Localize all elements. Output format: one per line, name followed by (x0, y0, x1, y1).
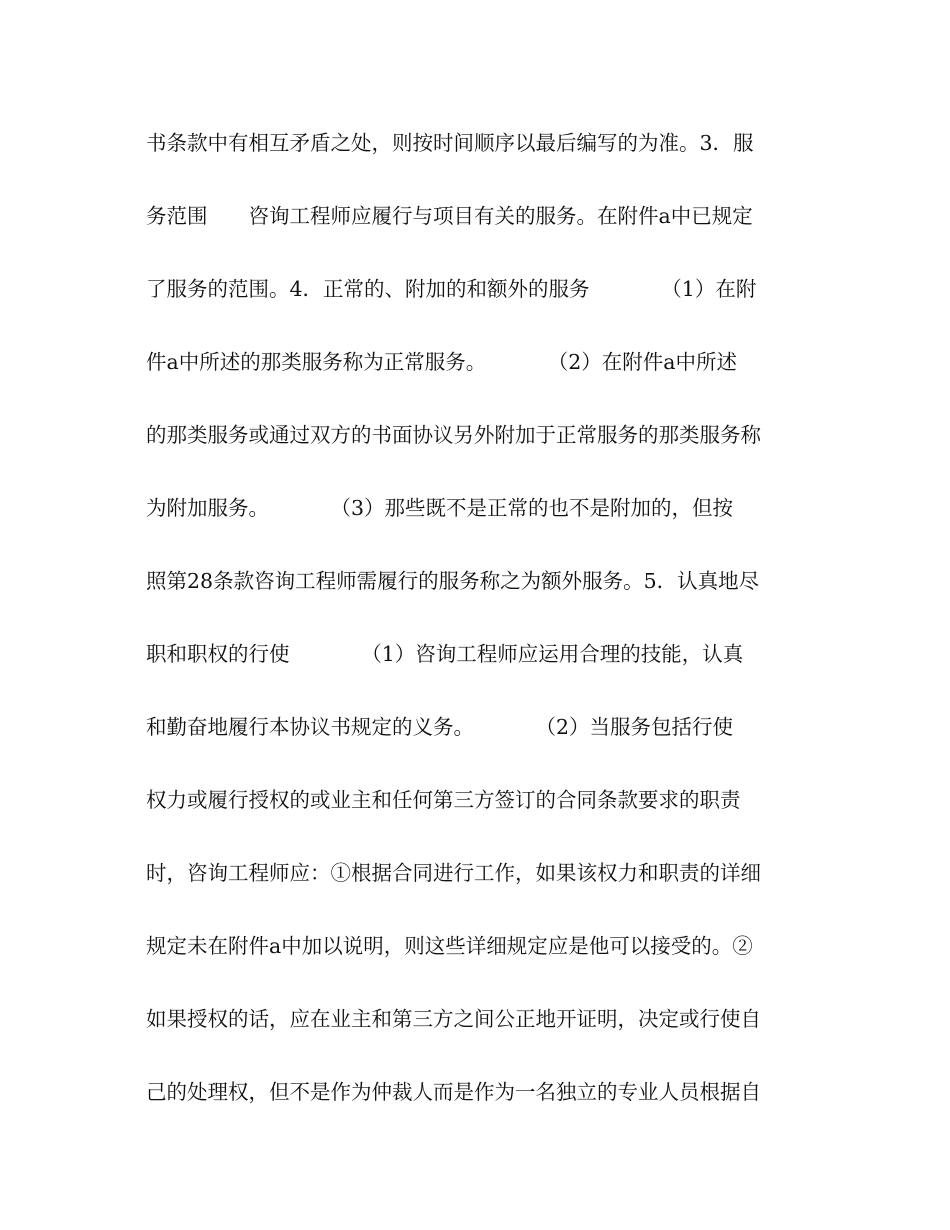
body-text-line: 和勤奋地履行本协议书规定的义务。 （2）当服务包括行使 (146, 715, 734, 739)
body-text-line: 书条款中有相互矛盾之处，则按时间顺序以最后编写的为准。3．服 (146, 131, 754, 155)
body-text-line: 务范围 咨询工程师应履行与项目有关的服务。在附件a中已规定 (146, 204, 753, 228)
body-text-line: 照第28条款咨询工程师需履行的服务称之为额外服务。5．认真地尽 (146, 569, 760, 593)
body-text-line: 件a中所述的那类服务称为正常服务。 （2）在附件a中所述 (146, 350, 737, 374)
body-text-line: 己的处理权，但不是作为仲裁人而是作为一名独立的专业人员根据自 (146, 1080, 761, 1104)
body-text-line: 权力或履行授权的或业主和任何第三方签订的合同条款要求的职责 (146, 788, 741, 812)
body-text-line: 如果授权的话，应在业主和第三方之间公正地开证明，决定或行使自 (146, 1007, 761, 1031)
body-text-line: 职和职权的行使 （1）咨询工程师应运用合理的技能，认真 (146, 642, 744, 666)
body-text-line: 了服务的范围。4．正常的、附加的和额外的服务 （1）在附 (146, 277, 757, 301)
body-text-line: 时，咨询工程师应：①根据合同进行工作，如果该权力和职责的详细 (146, 861, 761, 885)
body-text-line: 的那类服务或通过双方的书面协议另外附加于正常服务的那类服务称 (146, 423, 761, 447)
body-text-line: 为附加服务。 （3）那些既不是正常的也不是附加的，但按 (146, 496, 734, 520)
body-text-line: 规定未在附件a中加以说明，则这些详细规定应是他可以接受的。② (146, 934, 753, 958)
